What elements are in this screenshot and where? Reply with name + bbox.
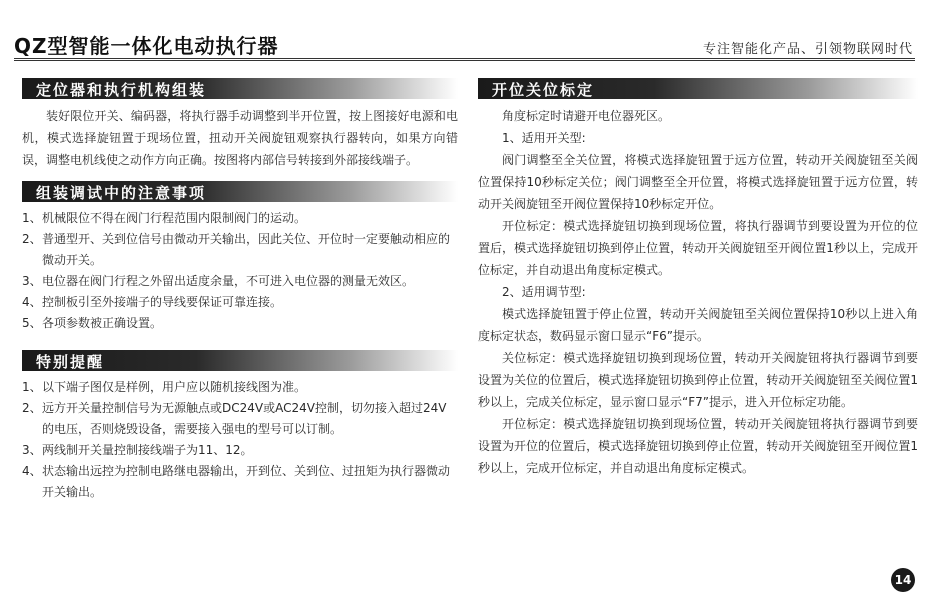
section-heading-label: 组装调试中的注意事项 — [36, 184, 207, 202]
section-heading-label: 特别提醒 — [36, 353, 105, 371]
section-heading-reminder — [22, 350, 458, 371]
calibration-subheading: 2、适用调节型: — [502, 285, 586, 299]
calibration-paragraph: 角度标定时请避开电位器死区。 — [502, 109, 671, 123]
header-divider — [14, 58, 915, 61]
section-heading-assembly — [22, 78, 458, 99]
section-heading-label: 定位器和执行机构组装 — [36, 81, 207, 99]
left-column — [22, 78, 458, 503]
list-item: 2、 普通型开、关到位信号由微动开关输出，因此关位、开位时一定要触动相应的微动开关。 — [22, 232, 451, 267]
calibration-paragraph: 开位标定：模式选择旋钮切换到现场位置，将执行器调节到要设置为开位的位置后，模式选择旋钮切换到停止位置，转动开关阀旋钮至开阀位置1秒以上，完成开位标定，并自动退出角度标定模式。 — [478, 219, 918, 277]
list-item: 4、 控制板引至外接端子的导线要保证可靠连接。 — [22, 295, 283, 309]
right-column — [478, 78, 918, 479]
list-item: 3、 电位器在阀门行程之外留出适度余量，不可进入电位器的测量无效区。 — [22, 274, 415, 288]
list-item: 4、 状态输出远控为控制电路继电器输出，开到位、关到位、过扭矩为执行器微动开关输出。 — [22, 464, 451, 499]
calibration-paragraph: 开位标定：模式选择旋钮切换到现场位置，转动开关阀旋钮将执行器调节到要设置为开位的位置后，模式选择旋钮切换到停止位置，转动开关阀旋钮至开阀位置1秒以上，完成开位标定，并自动退出角度标定模式。 — [478, 417, 918, 475]
section-heading-calibration — [478, 78, 918, 99]
page-title: QZ型智能一体化电动执行器 — [14, 34, 279, 58]
calibration-paragraph: 关位标定：模式选择旋钮切换到现场位置，转动开关阀旋钮将执行器调节到要设置为关位的位置后，模式选择旋钮切换到停止位置，转动开关阀旋钮至关阀位置1秒以上，完成关位标定，显示窗口显示“F7”提示，进入开位标定功能。 — [478, 351, 918, 409]
page-subtitle: 专注智能化产品、引领物联网时代 — [702, 42, 913, 57]
list-item: 2、 远方开关量控制信号为无源触点或DC24V或AC24V控制，切勿接入超过24V的电压，否则烧毁设备，需要接入强电的型号可以订制。 — [22, 401, 447, 436]
section-heading-label: 开位关位标定 — [492, 81, 595, 99]
assembly-paragraph: 装好限位开关、编码器，将执行器手动调整到半开位置，按上图接好电源和电机，模式选择旋钮置于现场位置，扭动开关阀旋钮观察执行器转向，如果方向错误，调整电机线使之动作方向正确。按图将内部信号转接到外部接线端子。 — [22, 109, 458, 167]
list-item: 5、 各项参数被正确设置。 — [22, 316, 163, 330]
list-item: 1、 机械限位不得在阀门行程范围内限制阀门的运动。 — [22, 211, 307, 225]
reminder-list — [22, 377, 458, 503]
calibration-paragraph: 阀门调整至全关位置，将模式选择旋钮置于远方位置，转动开关阀旋钮至关阀位置保持10秒标定关位；阀门调整至全开位置，将模式选择旋钮置于远方位置，转动开关阀旋钮至开阀位置保持10秒标定开位。 — [478, 153, 918, 211]
calibration-subheading: 1、适用开关型: — [502, 131, 586, 145]
list-item: 3、 两线制开关量控制接线端子为11、12。 — [22, 443, 253, 457]
calibration-paragraph: 模式选择旋钮置于停止位置，转动开关阀旋钮至关阀位置保持10秒以上进入角度标定状态，数码显示窗口显示“F6”提示。 — [478, 307, 918, 343]
section-heading-notes — [22, 181, 458, 202]
page-number: 14 — [891, 568, 915, 592]
notes-list — [22, 208, 458, 334]
list-item: 1、 以下端子图仅是样例，用户应以随机接线图为准。 — [22, 380, 307, 394]
